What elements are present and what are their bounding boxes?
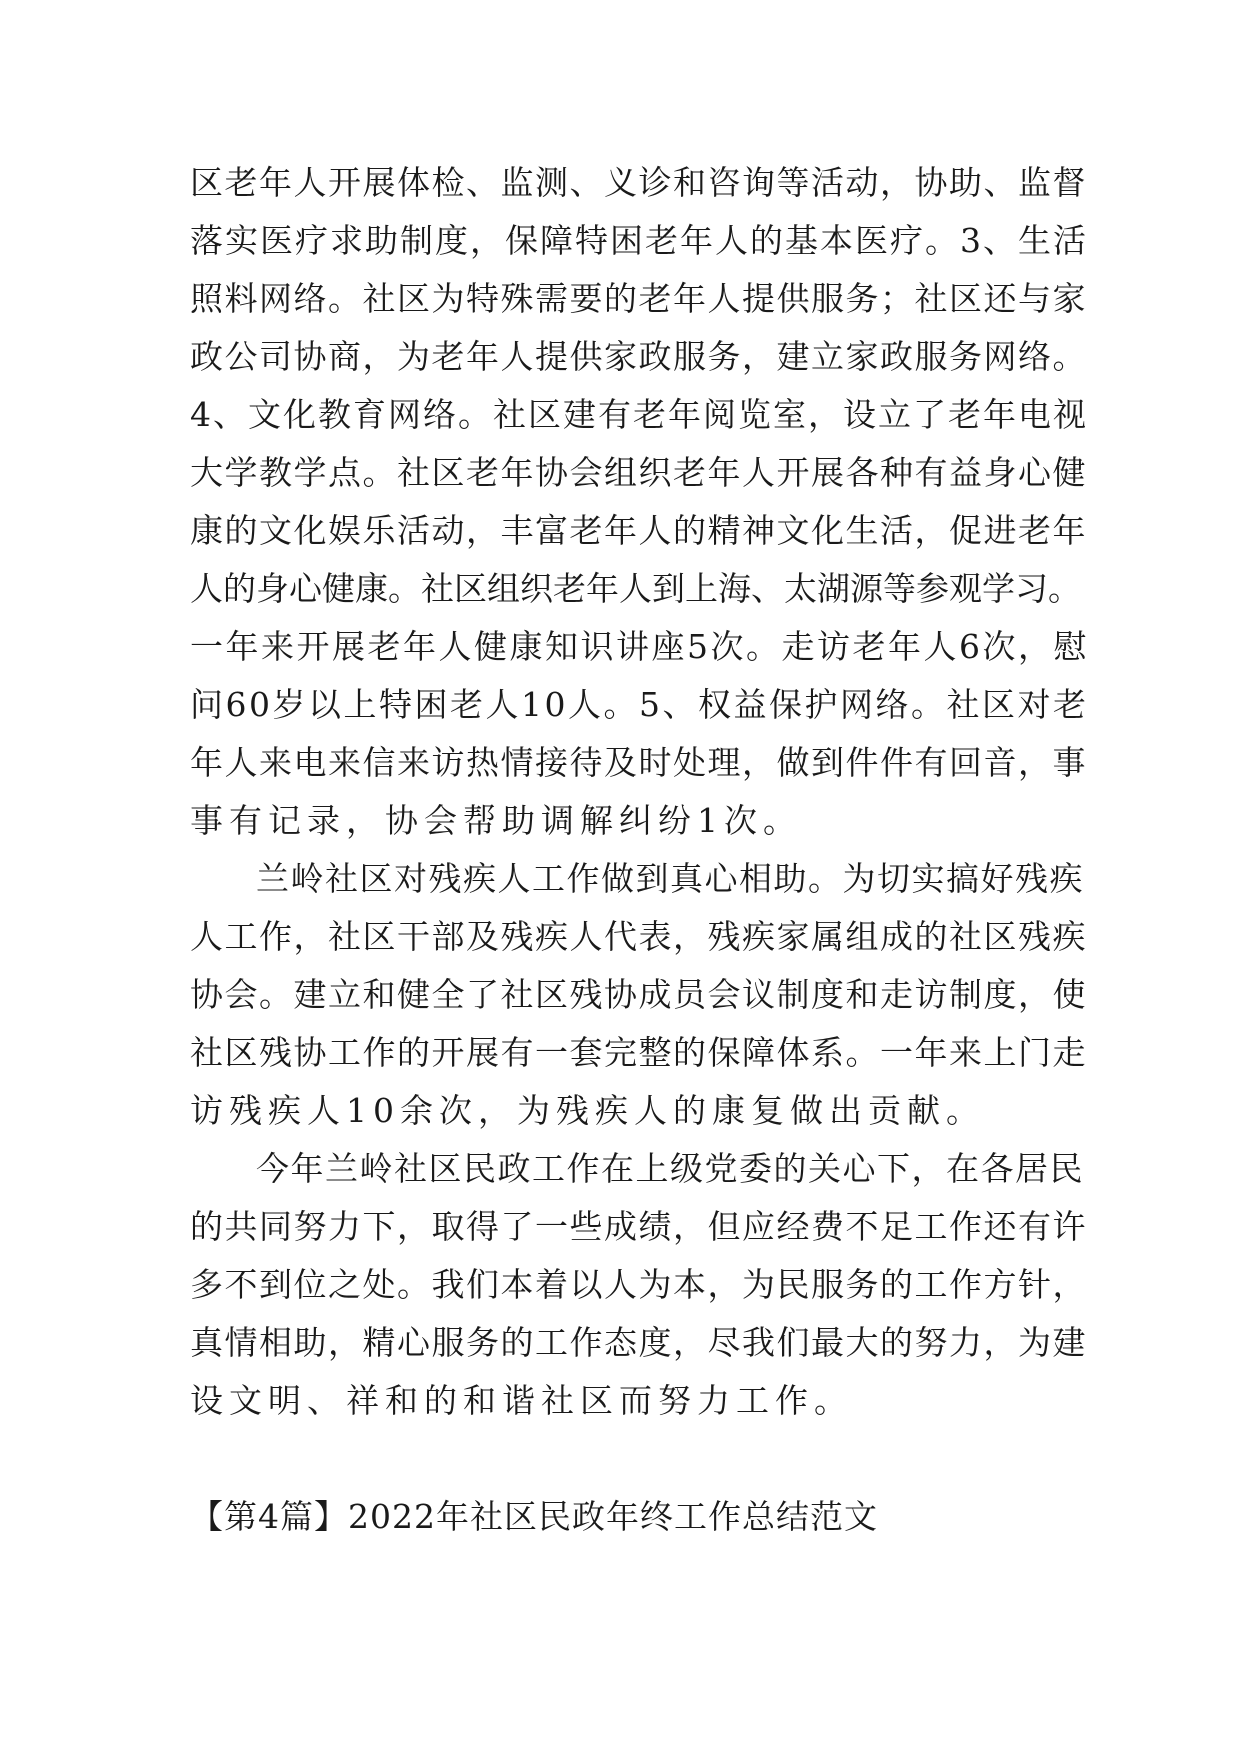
text-line: 的共同努力下，取得了一些成绩，但应经费不足工作还有许 xyxy=(190,1207,1087,1246)
text-line: 多不到位之处。我们本着以人为本，为民服务的工作方针， xyxy=(190,1265,1087,1304)
text-line: 事有记录，协会帮助调解纠纷1次。 xyxy=(190,801,802,840)
text-line: 政公司协商，为老年人提供家政服务，建立家政服务网络。 xyxy=(190,337,1087,376)
text-line: 人的身心健康。社区组织老年人到上海、太湖源等参观学习。 xyxy=(190,569,1081,608)
text-line: 社区残协工作的开展有一套完整的保障体系。一年来上门走 xyxy=(190,1033,1087,1072)
text-line: 今年兰岭社区民政工作在上级党委的关心下，在各居民 xyxy=(256,1149,1084,1188)
text-line: 真情相助，精心服务的工作态度，尽我们最大的努力，为建 xyxy=(190,1323,1087,1362)
text-line: 兰岭社区对残疾人工作做到真心相助。为切实搞好残疾 xyxy=(256,859,1084,898)
text-line: 4、文化教育网络。社区建有老年阅览室，设立了老年电视 xyxy=(190,395,1088,434)
text-line: 年人来电来信来访热情接待及时处理，做到件件有回音，事 xyxy=(190,743,1087,782)
text-line: 一年来开展老年人健康知识讲座5次。走访老年人6次，慰 xyxy=(190,627,1089,666)
text-line: 康的文化娱乐活动，丰富老年人的精神文化生活，促进老年 xyxy=(190,511,1087,550)
text-line: 问60岁以上特困老人10人。5、权益保护网络。社区对老 xyxy=(190,685,1089,724)
text-line: 区老年人开展体检、监测、义诊和咨询等活动，协助、监督 xyxy=(190,163,1087,202)
section-heading: 【第4篇】2022年社区民政年终工作总结范文 xyxy=(190,1497,878,1536)
text-line: 人工作，社区干部及残疾人代表，残疾家属组成的社区残疾 xyxy=(190,917,1087,956)
text-line: 大学教学点。社区老年协会组织老年人开展各种有益身心健 xyxy=(190,453,1087,492)
text-line: 落实医疗求助制度，保障特困老年人的基本医疗。3、生活 xyxy=(190,221,1088,260)
text-line: 协会。建立和健全了社区残协成员会议制度和走访制度，使 xyxy=(190,975,1087,1014)
text-line: 设文明、祥和的和谐社区而努力工作。 xyxy=(190,1381,853,1420)
text-line: 访残疾人10余次，为残疾人的康复做出贡献。 xyxy=(190,1091,985,1130)
text-line: 照料网络。社区为特殊需要的老年人提供服务；社区还与家 xyxy=(190,279,1087,318)
